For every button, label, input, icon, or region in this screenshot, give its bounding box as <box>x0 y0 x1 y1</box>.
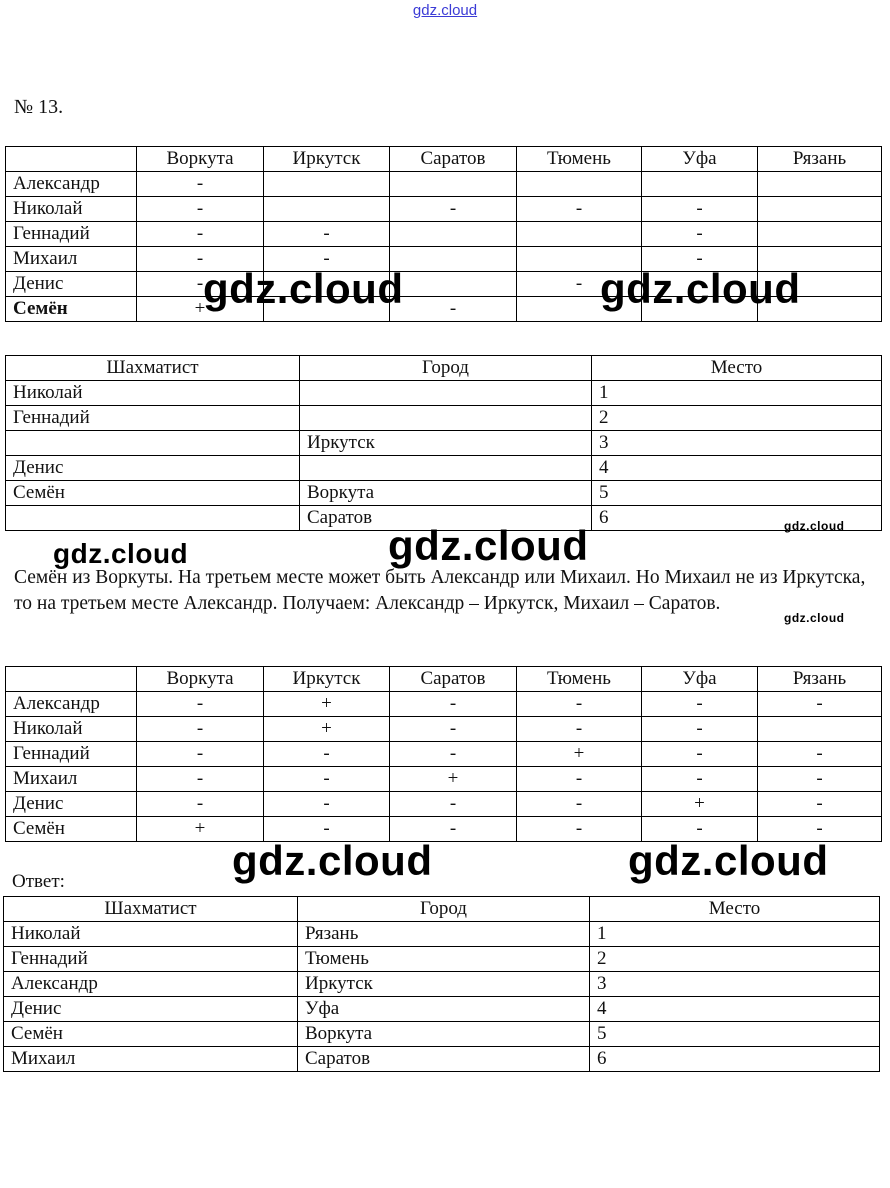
table-cell: - <box>137 222 264 247</box>
table-cell: - <box>758 742 882 767</box>
table-cell: + <box>264 717 390 742</box>
table-row <box>6 381 882 406</box>
watermark: gdz.cloud <box>388 522 589 569</box>
table-cell: - <box>390 792 517 817</box>
row-label-cell: Денис <box>6 272 137 297</box>
table-cell: - <box>758 817 882 842</box>
table-cell <box>300 456 592 481</box>
table-cell: - <box>264 792 390 817</box>
column-header: Саратов <box>390 147 517 172</box>
explanation-text: Семён из Воркуты. На третьем месте может быть Александр или Михаил. Но Михаил не из Иркутска, то на третьем месте Александр. Получаем: Александр – Иркутск, Михаил – Саратов. <box>14 567 866 614</box>
table-cell <box>758 272 882 297</box>
table-cell: 5 <box>590 1022 880 1047</box>
placement-table-partial <box>5 355 882 531</box>
row-label-cell: Николай <box>6 717 137 742</box>
watermark: gdz.cloud <box>232 837 433 884</box>
row-label-cell: Денис <box>4 997 298 1022</box>
table-cell: - <box>137 692 264 717</box>
table-cell: - <box>642 222 758 247</box>
table-row <box>6 692 882 717</box>
column-header: Место <box>592 356 882 381</box>
table-row <box>4 972 880 997</box>
table-cell: - <box>642 247 758 272</box>
column-header <box>6 667 137 692</box>
table-header-row <box>6 667 882 692</box>
column-header: Шахматист <box>4 897 298 922</box>
table-cell: - <box>390 717 517 742</box>
table-row <box>4 1047 880 1072</box>
row-label-cell: Александр <box>6 692 137 717</box>
table-row <box>6 431 882 456</box>
table-row <box>6 222 882 247</box>
table-row <box>6 742 882 767</box>
table-cell: + <box>264 692 390 717</box>
table-cell: - <box>137 272 264 297</box>
row-label-cell: Геннадий <box>6 222 137 247</box>
watermark: gdz.cloud <box>53 538 189 569</box>
table-row <box>6 456 882 481</box>
table-cell: + <box>390 767 517 792</box>
table-cell: - <box>642 817 758 842</box>
row-label-cell: Михаил <box>6 767 137 792</box>
table-cell <box>264 297 390 322</box>
table-cell: - <box>264 222 390 247</box>
row-label-cell: Семён <box>6 481 300 506</box>
table-cell: - <box>517 817 642 842</box>
table-cell: 2 <box>590 947 880 972</box>
table-cell: - <box>517 717 642 742</box>
column-header: Воркута <box>137 667 264 692</box>
table-cell <box>517 297 642 322</box>
table-row <box>4 922 880 947</box>
table-cell: - <box>137 742 264 767</box>
table-cell: 2 <box>592 406 882 431</box>
table-cell <box>390 247 517 272</box>
column-header: Шахматист <box>6 356 300 381</box>
table-cell: Воркута <box>300 481 592 506</box>
row-label-cell: Семён <box>4 1022 298 1047</box>
table-cell: - <box>517 792 642 817</box>
table-cell: - <box>264 767 390 792</box>
table-row <box>6 172 882 197</box>
table-cell: + <box>137 817 264 842</box>
elimination-table-initial <box>5 146 882 322</box>
table-cell: 6 <box>590 1047 880 1072</box>
row-label-cell: Александр <box>4 972 298 997</box>
table-cell <box>642 272 758 297</box>
elimination-table-final <box>5 666 882 842</box>
table-row <box>6 481 882 506</box>
site-link[interactable]: gdz.cloud <box>412 2 478 19</box>
table-cell <box>264 172 390 197</box>
table-cell <box>758 172 882 197</box>
table-cell <box>390 172 517 197</box>
table-row <box>6 247 882 272</box>
table-row <box>6 406 882 431</box>
table-row <box>6 717 882 742</box>
table-cell: 3 <box>590 972 880 997</box>
column-header: Уфа <box>642 147 758 172</box>
table-cell: - <box>390 742 517 767</box>
table-cell: - <box>390 197 517 222</box>
table-cell: - <box>137 247 264 272</box>
row-label-cell: Геннадий <box>4 947 298 972</box>
table-cell <box>517 172 642 197</box>
table-cell: - <box>137 792 264 817</box>
table-cell: 3 <box>592 431 882 456</box>
row-label-cell: Денис <box>6 792 137 817</box>
table-cell: 4 <box>592 456 882 481</box>
table-cell: - <box>758 767 882 792</box>
column-header: Тюмень <box>517 147 642 172</box>
table-cell: - <box>390 692 517 717</box>
row-label-cell: Михаил <box>6 247 137 272</box>
table-cell: - <box>264 742 390 767</box>
row-label-cell: Николай <box>4 922 298 947</box>
table-cell: Саратов <box>300 506 592 531</box>
table-header-row <box>4 897 880 922</box>
table-cell: - <box>137 172 264 197</box>
table-cell: 1 <box>590 922 880 947</box>
row-label-cell <box>6 506 300 531</box>
table-cell: 4 <box>590 997 880 1022</box>
column-header: Уфа <box>642 667 758 692</box>
watermark: gdz.cloud <box>203 265 404 312</box>
watermark: gdz.cloud <box>628 837 829 884</box>
table-cell: Иркутск <box>300 431 592 456</box>
table-row <box>6 297 882 322</box>
row-label-cell: Николай <box>6 381 300 406</box>
table-cell: - <box>390 297 517 322</box>
table-cell: Воркута <box>298 1022 590 1047</box>
column-header: Иркутск <box>264 667 390 692</box>
row-label-cell: Александр <box>6 172 137 197</box>
row-label-cell: Николай <box>6 197 137 222</box>
watermark: gdz.cloud <box>784 519 845 533</box>
column-header: Место <box>590 897 880 922</box>
column-header: Воркута <box>137 147 264 172</box>
table-cell <box>517 247 642 272</box>
answer-label: Ответ: <box>12 871 65 892</box>
table-cell: + <box>642 792 758 817</box>
table-cell: - <box>137 717 264 742</box>
table-row <box>4 997 880 1022</box>
row-label-cell: Денис <box>6 456 300 481</box>
row-label-cell <box>6 431 300 456</box>
table-cell: + <box>137 297 264 322</box>
table-cell: - <box>390 817 517 842</box>
watermark: gdz.cloud <box>784 611 845 625</box>
table-row <box>6 506 882 531</box>
table-cell: - <box>758 792 882 817</box>
row-label-cell: Семён <box>6 297 137 322</box>
table-cell: - <box>517 197 642 222</box>
watermark: gdz.cloud <box>600 265 801 312</box>
column-header: Иркутск <box>264 147 390 172</box>
table-cell: Иркутск <box>298 972 590 997</box>
table-header-row <box>6 147 882 172</box>
table-cell: - <box>642 767 758 792</box>
table-row <box>6 767 882 792</box>
row-label-cell: Михаил <box>4 1047 298 1072</box>
table-cell <box>758 222 882 247</box>
table-cell: Саратов <box>298 1047 590 1072</box>
table-row <box>6 197 882 222</box>
column-header: Город <box>300 356 592 381</box>
table-cell: - <box>264 817 390 842</box>
table-cell <box>264 197 390 222</box>
table-row <box>6 817 882 842</box>
table-cell: - <box>517 692 642 717</box>
answer-table <box>3 896 880 1072</box>
table-cell: 1 <box>592 381 882 406</box>
row-label-cell: Геннадий <box>6 406 300 431</box>
table-row <box>4 947 880 972</box>
table-cell: - <box>758 692 882 717</box>
table-cell: - <box>642 717 758 742</box>
column-header: Тюмень <box>517 667 642 692</box>
column-header: Рязань <box>758 667 882 692</box>
table-cell: - <box>642 742 758 767</box>
row-label-cell: Семён <box>6 817 137 842</box>
table-cell <box>758 247 882 272</box>
table-header-row <box>6 356 882 381</box>
table-cell <box>517 222 642 247</box>
table-cell: + <box>517 742 642 767</box>
table-cell: - <box>517 272 642 297</box>
column-header: Рязань <box>758 147 882 172</box>
table-cell <box>758 197 882 222</box>
table-row <box>4 1022 880 1047</box>
column-header: Саратов <box>390 667 517 692</box>
problem-number: № 13. <box>14 96 64 118</box>
table-cell <box>390 222 517 247</box>
table-cell <box>264 272 390 297</box>
table-cell <box>642 297 758 322</box>
table-cell <box>758 717 882 742</box>
table-cell <box>300 406 592 431</box>
column-header <box>6 147 137 172</box>
table-row <box>6 792 882 817</box>
row-label-cell: Геннадий <box>6 742 137 767</box>
table-row <box>6 272 882 297</box>
table-cell <box>642 172 758 197</box>
table-cell: - <box>642 197 758 222</box>
table-cell: Рязань <box>298 922 590 947</box>
table-cell: Тюмень <box>298 947 590 972</box>
table-cell: - <box>264 247 390 272</box>
table-cell: - <box>642 692 758 717</box>
table-cell: - <box>517 767 642 792</box>
table-cell <box>300 381 592 406</box>
table-cell: - <box>137 197 264 222</box>
table-cell: - <box>137 767 264 792</box>
table-cell <box>758 297 882 322</box>
table-cell <box>390 272 517 297</box>
table-cell: Уфа <box>298 997 590 1022</box>
table-cell: 6 <box>592 506 882 531</box>
table-cell: 5 <box>592 481 882 506</box>
column-header: Город <box>298 897 590 922</box>
